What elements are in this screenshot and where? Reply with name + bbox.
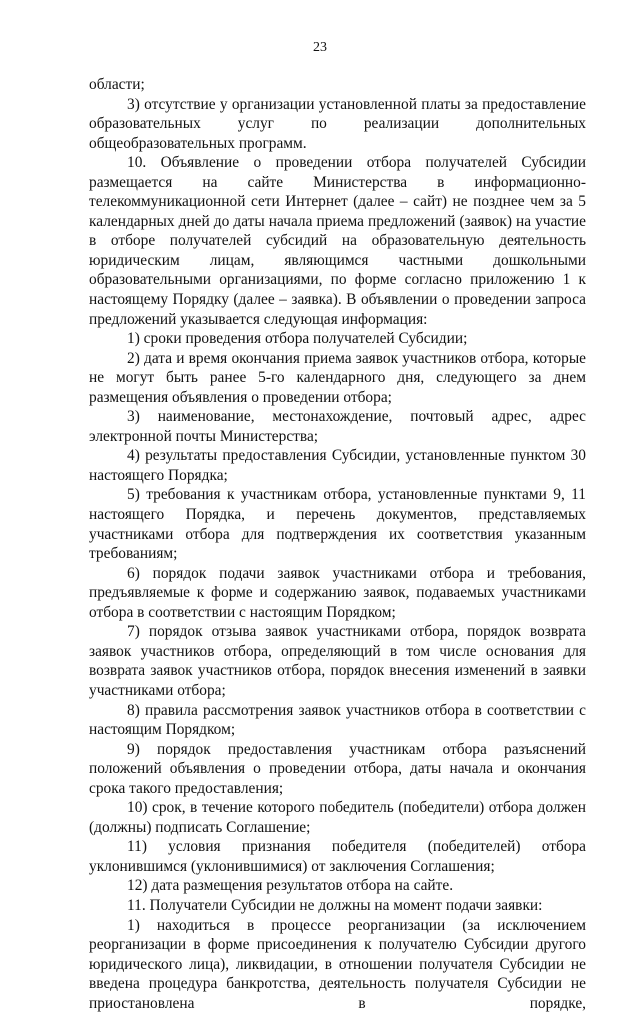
paragraph: 10. Объявление о проведении отбора получателей Субсидии размещается на сайте Министерства в информационно-телекоммуникационной сети Интернет (далее – сайт) не позднее чем за 5 календарных дней до даты начала приема предложений (заявок) на участие в отборе получателей субсидий на образовательную деятельность юридическим лицам, являющимся частными дошкольными образовательными организациями, по форме согласно приложению 1 к настоящему Порядку (далее – заявка). В объявлении о проведении запроса предложений указывается следующая информация: <box>89 154 586 328</box>
paragraph: области; <box>89 76 145 93</box>
paragraph: 9) порядок предоставления участникам отбора разъяснений положений объявления о проведении отбора, даты начала и окончания срока такого предоставления; <box>89 740 586 797</box>
paragraph: 11) условия признания победителя (победителей) отбора уклонившимся (уклонившимися) от заключения Соглашения; <box>89 838 586 875</box>
page-number: 23 <box>313 40 327 55</box>
paragraph: 6) порядок подачи заявок участниками отбора и требования, предъявляемые к форме и содержанию заявок, подаваемых участниками отбора в соответствии с настоящим Порядком; <box>89 564 586 621</box>
paragraph: 8) правила рассмотрения заявок участников отбора в соответствии с настоящим Порядком; <box>89 701 586 739</box>
paragraph: 3) отсутствие у организации установленной платы за предоставление образовательных услуг по реализации дополнительных общеобразовательных программ. <box>89 95 586 152</box>
paragraph: 7) порядок отзыва заявок участниками отбора, порядок возврата заявок участников отбора, определяющий в том числе основания для возврата заявок участников отбора, порядок внесения изменений в заявки участниками отбора; <box>89 623 586 699</box>
paragraph: 10) срок, в течение которого победитель (победители) отбора должен (должны) подписать Соглашение; <box>89 799 586 836</box>
paragraph: 2) дата и время окончания приема заявок участников отбора, которые не могут быть ранее 5-го календарного дня, следующего за днем размещения объявления о проведении отбора; <box>89 349 586 406</box>
document-body <box>89 75 586 1013</box>
paragraph: 5) требования к участникам отбора, установленные пунктами 9, 11 настоящего Порядка, и перечень документов, представляемых участниками отбора для подтверждения их соответствия указанным требованиям; <box>89 486 586 563</box>
paragraph: 1) находиться в процессе реорганизации (за исключением реорганизации в форме присоединения к получателю Субсидии другого юридического лица), ликвидации, в отношении получателя Субсидии не введена процедура банкротства, деятельность получателя Субсидии не приостановлена в порядке, <box>89 916 586 1012</box>
paragraph: 1) сроки проведения отбора получателей Субсидии; <box>127 330 468 348</box>
paragraph: 3) наименование, местонахождение, почтовый адрес, адрес электронной почты Министерства; <box>89 408 586 445</box>
paragraph: 12) дата размещения результатов отбора на сайте. <box>127 877 454 895</box>
paragraph: 11. Получатели Субсидии не должны на момент подачи заявки: <box>127 896 543 914</box>
paragraph: 4) результаты предоставления Субсидии, установленные пунктом 30 настоящего Порядка; <box>89 447 586 484</box>
